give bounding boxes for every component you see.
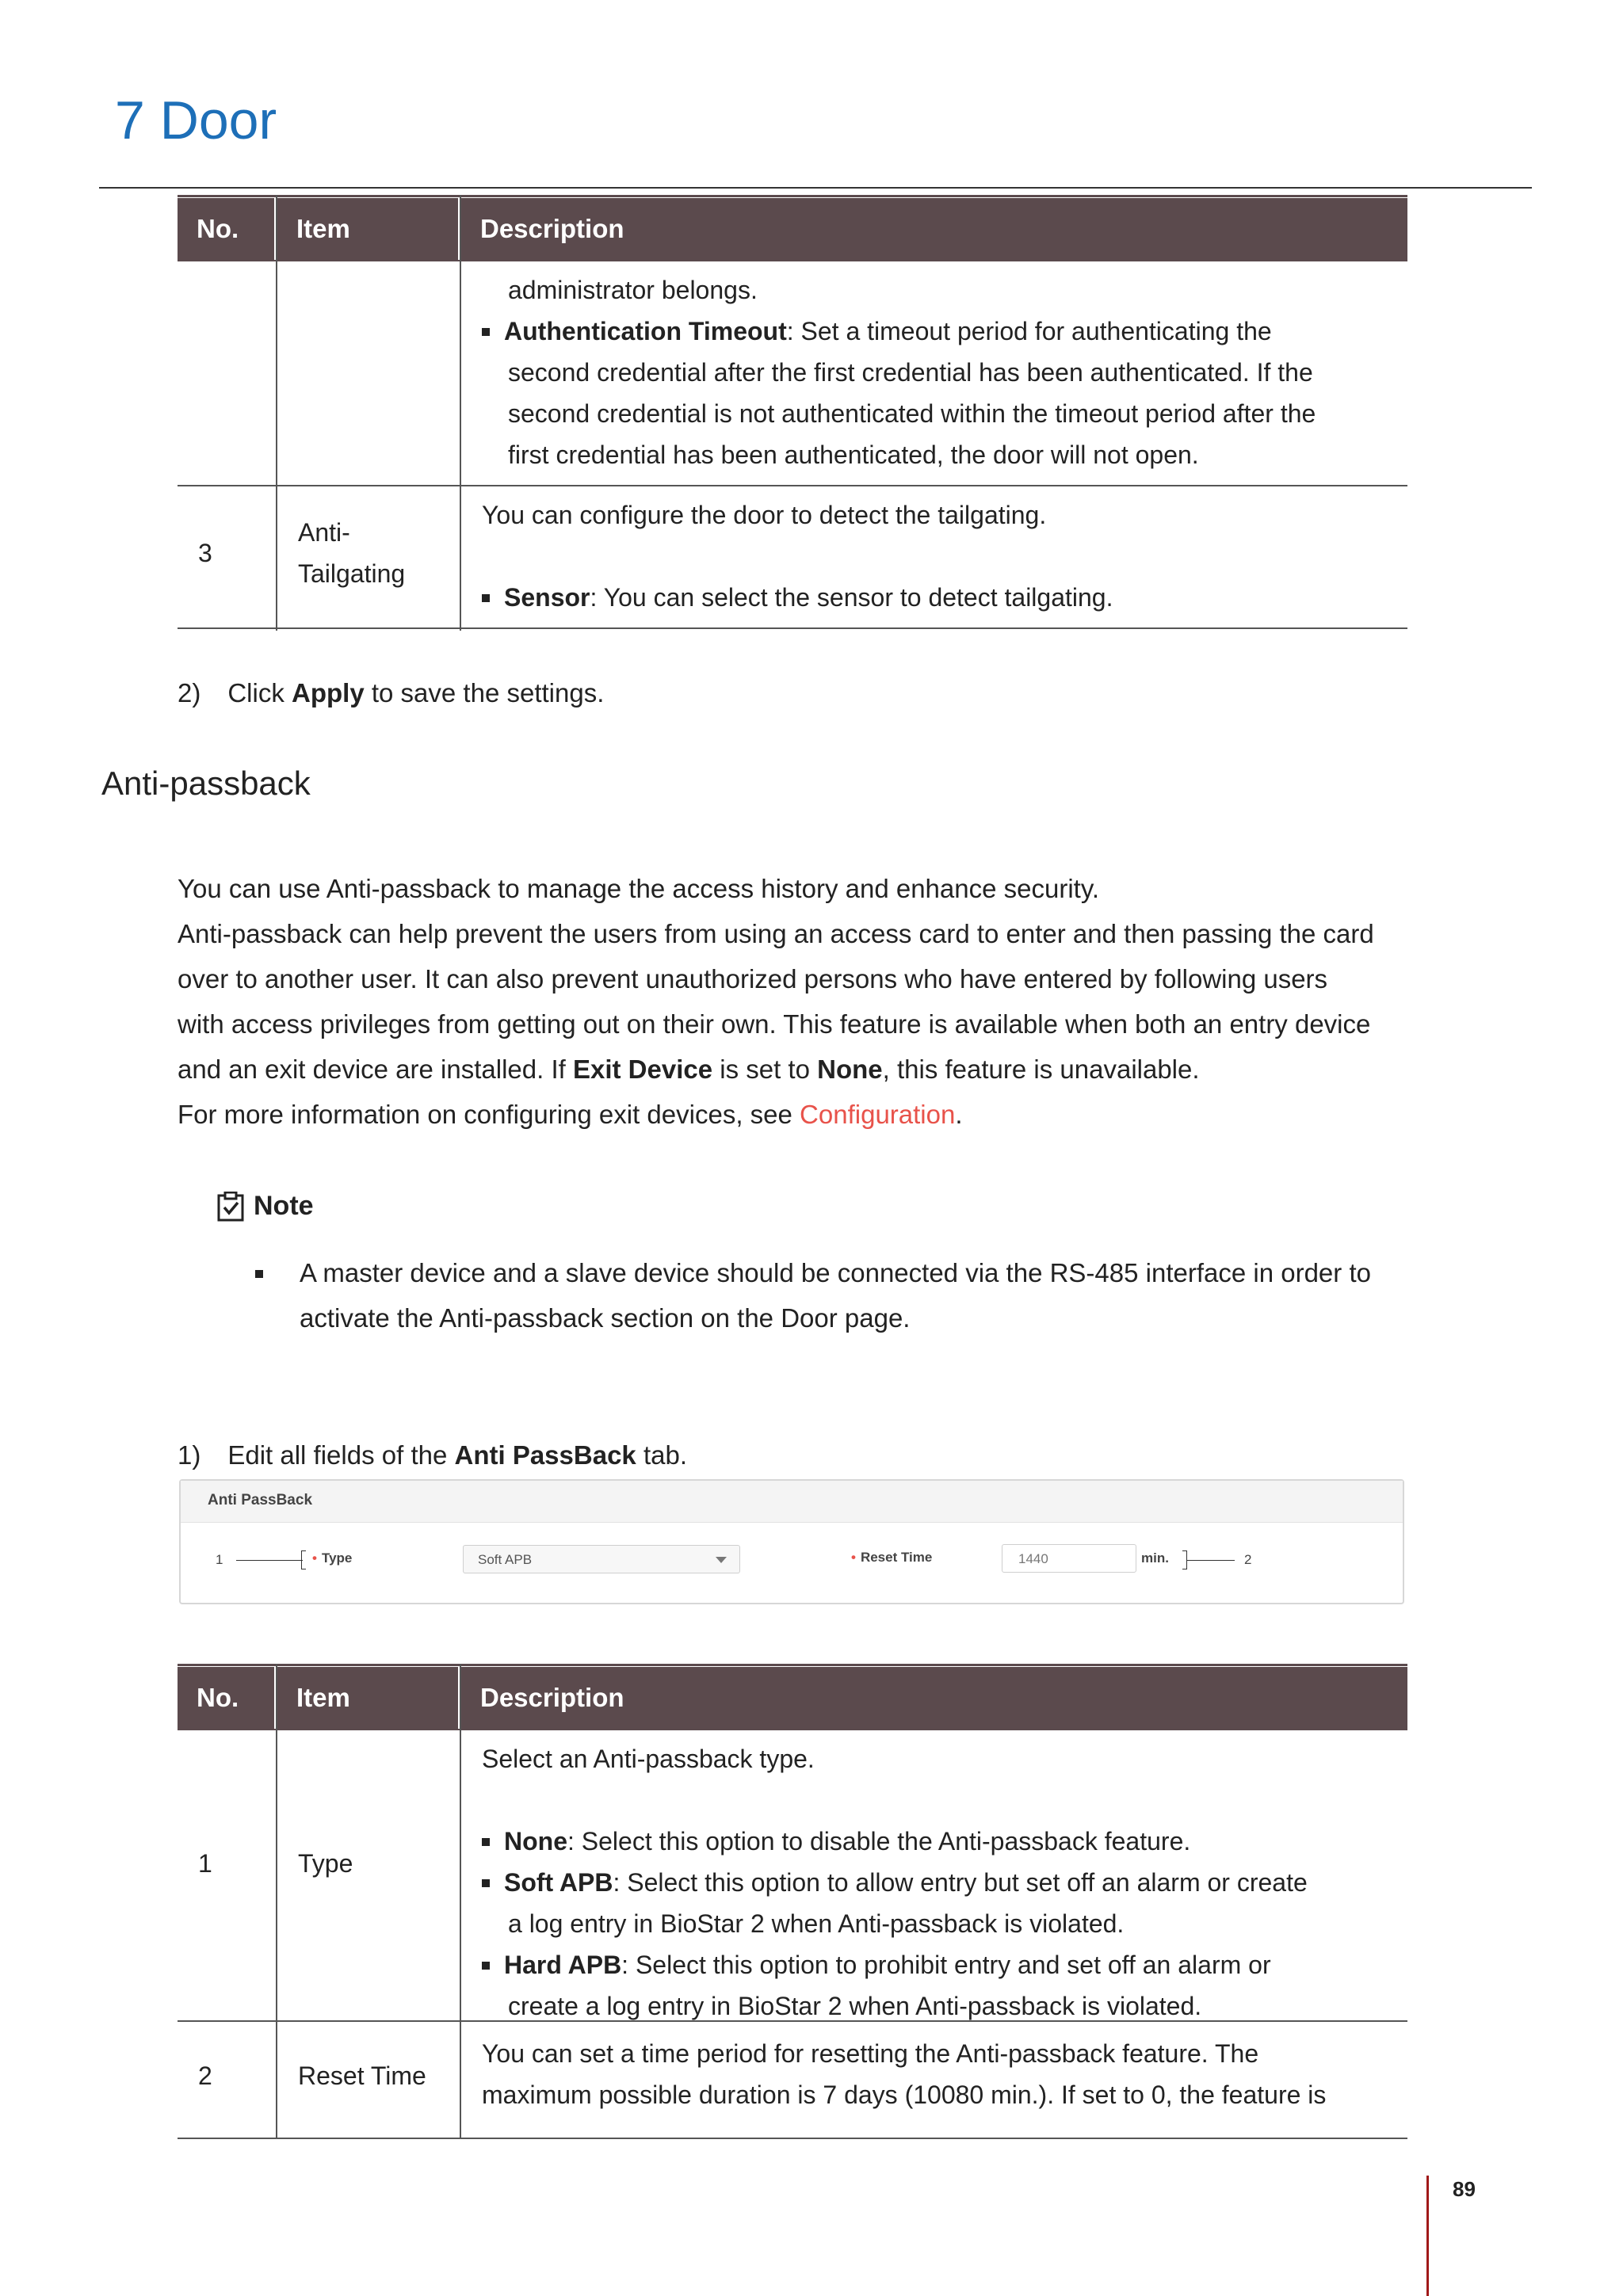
type-label: • Type xyxy=(312,1550,353,1566)
list-item xyxy=(482,311,1272,352)
panel-title: Anti PassBack xyxy=(208,1492,313,1508)
continued-settings-table xyxy=(178,195,1407,631)
header-description: Description xyxy=(461,1667,1407,1729)
description-line: You can set a time period for resetting the Anti-passback feature. The xyxy=(482,2039,1259,2068)
paragraph-line xyxy=(178,1047,1200,1092)
description-line: create a log entry in BioStar 2 when Anti-passback is violated. xyxy=(508,1992,1202,2020)
step-2 xyxy=(178,670,604,715)
table-top-border xyxy=(178,195,1407,197)
list-item xyxy=(482,1944,1271,1985)
row-item: Anti- xyxy=(298,518,350,547)
reset-time-label: • Reset Time xyxy=(851,1550,933,1565)
term-text: : Set a timeout period for authenticating the xyxy=(786,317,1272,345)
reset-time-input[interactable] xyxy=(1002,1544,1136,1573)
anti-passback-panel xyxy=(179,1479,1404,1604)
row-number: 1 xyxy=(198,1849,212,1878)
reset-time-value: 1440 xyxy=(1018,1551,1048,1566)
type-select[interactable] xyxy=(463,1545,740,1573)
text-run: For more information on configuring exit devices, see xyxy=(178,1100,800,1129)
text-run: and an exit device are installed. If xyxy=(178,1055,573,1084)
list-item xyxy=(482,1862,1308,1903)
header-item: Item xyxy=(277,198,458,260)
description-line: Select an Anti-passback type. xyxy=(482,1745,815,1773)
term-text: : Select this option to prohibit entry and set off an alarm or xyxy=(621,1951,1271,1979)
term-label: Authentication Timeout xyxy=(504,317,787,345)
description-line: second credential is not authenticated within the timeout period after the xyxy=(508,399,1316,428)
row-item: Reset Time xyxy=(298,2061,426,2090)
term-text: : Select this option to disable the Anti-passback feature. xyxy=(567,1827,1191,1855)
row-divider xyxy=(178,2020,1407,2022)
list-item xyxy=(482,1821,1190,1862)
column-divider xyxy=(460,195,461,631)
description-line: a log entry in BioStar 2 when Anti-passback is violated. xyxy=(508,1909,1125,1938)
chevron-down-icon xyxy=(716,1557,727,1563)
chapter-title: 7 Door xyxy=(115,90,277,151)
column-divider xyxy=(276,195,277,631)
paragraph-line xyxy=(178,1092,963,1137)
bullet-icon xyxy=(482,594,490,602)
note-line: activate the Anti-passback section on the Door page. xyxy=(300,1303,911,1333)
row-number: 3 xyxy=(198,539,212,567)
text-run: , this feature is unavailable. xyxy=(882,1055,1200,1084)
paragraph-line: Anti-passback can help prevent the users from using an access card to enter and then passing the card xyxy=(178,919,1374,948)
term-text: : Select this option to allow entry but set off an alarm or create xyxy=(613,1868,1308,1897)
page-number: 89 xyxy=(1453,2177,1476,2201)
table-top-border xyxy=(178,1664,1407,1666)
description-line: first credential has been authenticated, the door will not open. xyxy=(508,441,1199,469)
header-divider xyxy=(178,260,1407,261)
step-text: tab. xyxy=(636,1440,687,1470)
configuration-link[interactable]: Configuration xyxy=(800,1100,956,1129)
table-header xyxy=(178,1667,1407,1729)
type-select-value: Soft APB xyxy=(478,1552,533,1567)
step-text: to save the settings. xyxy=(364,678,605,707)
header-item: Item xyxy=(277,1667,458,1729)
panel-header xyxy=(181,1481,1403,1523)
column-divider xyxy=(460,1664,461,2139)
table-header xyxy=(178,198,1407,260)
bold-term: None xyxy=(817,1055,883,1084)
table-bottom-border xyxy=(178,627,1407,629)
step-bold: Anti PassBack xyxy=(454,1440,636,1470)
description-line: You can configure the door to detect the tailgating. xyxy=(482,501,1047,529)
description-line: second credential after the first credential has been authenticated. If the xyxy=(508,358,1313,387)
row-item: Tailgating xyxy=(298,559,406,588)
header-no: No. xyxy=(178,1667,274,1729)
bold-term: Exit Device xyxy=(572,1055,713,1084)
step-number: 2) xyxy=(178,678,201,707)
callout-line xyxy=(1187,1560,1235,1561)
row-number: 2 xyxy=(198,2061,212,2090)
step-text: Edit all fields of the xyxy=(227,1440,455,1470)
term-label: None xyxy=(504,1827,567,1855)
term-label: Soft APB xyxy=(504,1868,613,1897)
clipboard-check-icon xyxy=(217,1192,244,1222)
section-title: Anti-passback xyxy=(101,765,311,802)
text-run: is set to xyxy=(712,1055,818,1084)
row-item: Type xyxy=(298,1849,353,1878)
header-description: Description xyxy=(461,198,1407,260)
reset-time-label-text: Reset Time xyxy=(860,1550,933,1565)
chapter-rule xyxy=(99,187,1532,189)
callout-line xyxy=(236,1560,303,1561)
text-run: . xyxy=(955,1100,963,1129)
callout-number: 2 xyxy=(1244,1552,1252,1567)
term-text: : You can select the sensor to detect tailgating. xyxy=(590,583,1113,612)
row-divider xyxy=(178,485,1407,486)
bullet-icon xyxy=(482,1962,490,1970)
paragraph-line: over to another user. It can also prevent unauthorized persons who have entered by following users xyxy=(178,964,1328,994)
term-label: Hard APB xyxy=(504,1951,622,1979)
type-label-text: Type xyxy=(321,1550,353,1566)
bullet-icon xyxy=(482,328,490,336)
note-label: Note xyxy=(254,1191,314,1221)
note-heading xyxy=(217,1191,314,1222)
note-line: A master device and a slave device should be connected via the RS-485 interface in order to xyxy=(300,1258,1371,1287)
header-no: No. xyxy=(178,198,274,260)
callout-bracket xyxy=(301,1550,306,1569)
paragraph-line: You can use Anti-passback to manage the access history and enhance security. xyxy=(178,874,1100,903)
page-number-rule xyxy=(1426,2176,1429,2296)
callout-number: 1 xyxy=(216,1552,223,1567)
step-text: Click xyxy=(227,678,292,707)
header-divider xyxy=(178,1729,1407,1730)
table-bottom-border xyxy=(178,2138,1407,2139)
bullet-icon xyxy=(482,1838,490,1846)
step-number: 1) xyxy=(178,1440,201,1470)
description-line: administrator belongs. xyxy=(508,276,758,304)
anti-passback-table xyxy=(178,1664,1407,2139)
bullet-icon xyxy=(255,1270,263,1278)
term-label: Sensor xyxy=(504,583,590,612)
column-divider xyxy=(276,1664,277,2139)
step-bold: Apply xyxy=(292,678,365,707)
paragraph-line: with access privileges from getting out on their own. This feature is available when both an entry device xyxy=(178,1009,1371,1039)
description-line: maximum possible duration is 7 days (10080 min.). If set to 0, the feature is xyxy=(482,2081,1327,2109)
list-item xyxy=(482,577,1113,618)
step-1 xyxy=(178,1432,687,1478)
bullet-icon xyxy=(482,1879,490,1887)
reset-time-unit: min. xyxy=(1141,1550,1169,1566)
